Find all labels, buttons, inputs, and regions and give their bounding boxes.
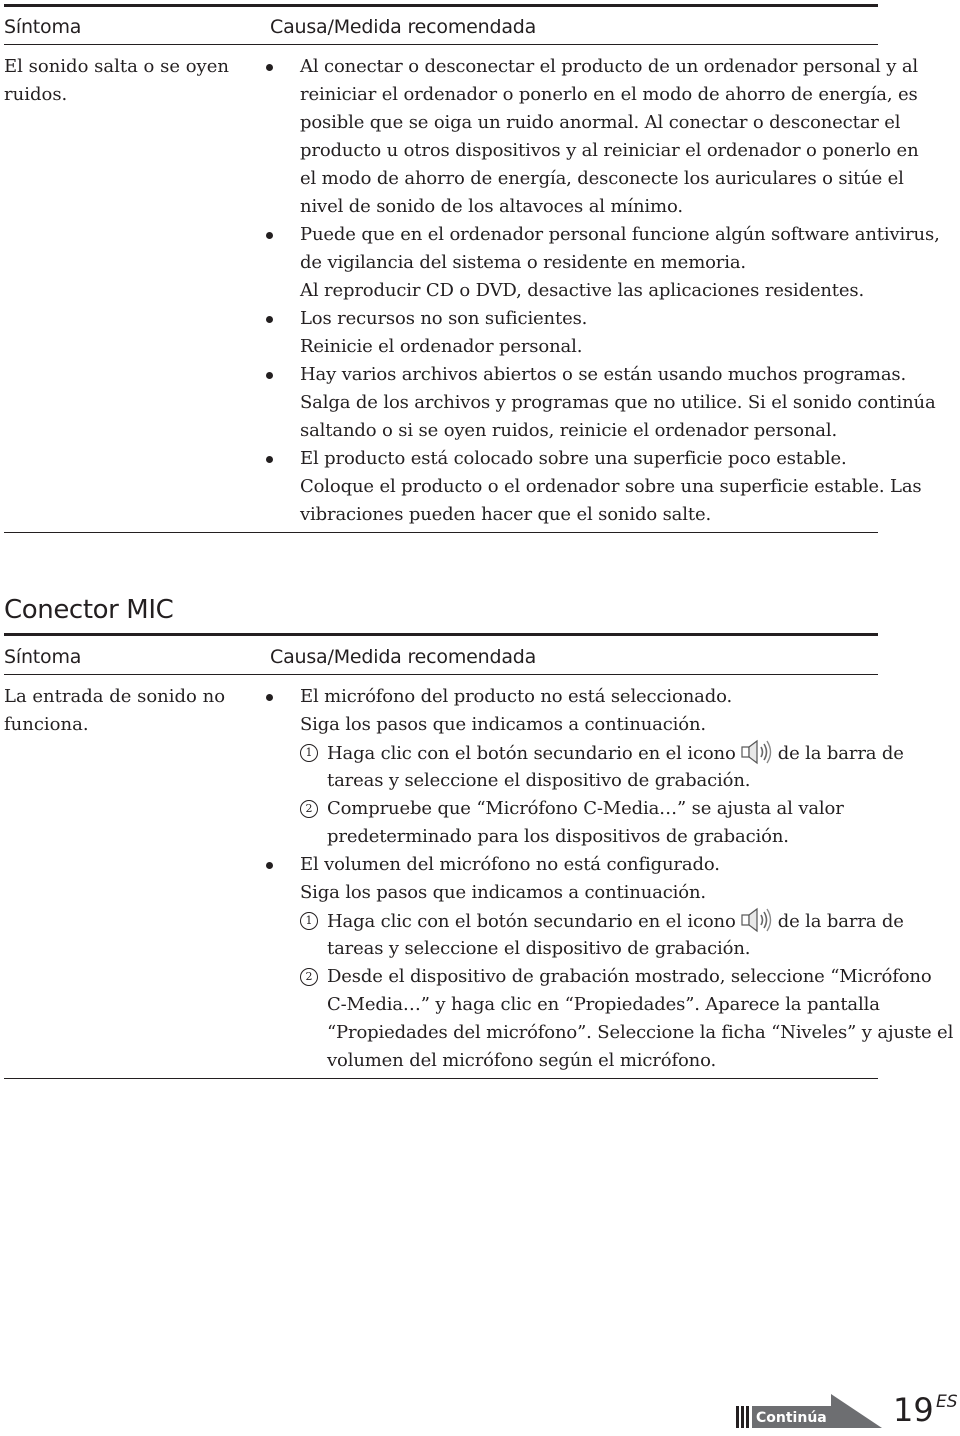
table1-text-line: nivel de sonido de los altavoces al mínimo.	[300, 196, 683, 217]
table2-text-line: Siga los pasos que indicamos a continuación.	[300, 714, 706, 735]
table1-text-line: reiniciar el ordenador o ponerlo en el modo de ahorro de energía, es	[300, 84, 918, 105]
table2-text-line: Haga clic con el botón secundario en el icono de la barra de	[327, 739, 904, 768]
table1-text-line: saltando o si se oyen ruidos, reinicie el ordenador personal.	[300, 420, 838, 441]
table2-text-line: El micrófono del producto no está seleccionado.	[300, 686, 733, 707]
table1-text-line: Coloque el producto o el ordenador sobre una superficie estable. Las	[300, 476, 922, 497]
table2-text-line: volumen del micrófono según el micrófono.	[327, 1050, 717, 1071]
page-number: 19	[893, 1391, 934, 1429]
step-number-icon: 1	[300, 744, 318, 762]
page-language: ES	[936, 1392, 958, 1412]
bullet-icon	[266, 232, 273, 239]
table1-text-line: El producto está colocado sobre una superficie poco estable.	[300, 448, 847, 469]
table1-top-rule	[4, 4, 878, 7]
table1-text-line: Los recursos no son suficientes.	[300, 308, 588, 329]
table1-text-line: Puede que en el ordenador personal funcione algún software antivirus,	[300, 224, 940, 245]
table2-text-line: Haga clic con el botón secundario en el icono de la barra de	[327, 907, 904, 936]
table2-text-line: El volumen del micrófono no está configurado.	[300, 854, 720, 875]
step-number-icon: 2	[300, 968, 318, 986]
table2-text-line: Siga los pasos que indicamos a continuación.	[300, 882, 706, 903]
table2-symptom-line: La entrada de sonido no	[4, 686, 226, 707]
table2-text-line: Compruebe que “Micrófono C-Media…” se ajusta al valor	[327, 798, 844, 819]
table1-text-line: Salga de los archivos y programas que no utilice. Si el sonido continúa	[300, 392, 936, 413]
table2-symptom-line: funciona.	[4, 714, 89, 735]
table1-header-cause: Causa/Medida recomendada	[270, 16, 537, 38]
step-number-icon: 2	[300, 800, 318, 818]
speaker-icon	[740, 907, 774, 933]
bullet-icon	[266, 694, 273, 701]
table1-text-line: el modo de ahorro de energía, desconecte los auriculares o sitúe el	[300, 168, 904, 189]
table2-bottom-rule	[4, 1078, 878, 1079]
step-number-icon: 1	[300, 912, 318, 930]
table2-top-rule	[4, 633, 878, 636]
table1-bottom-rule	[4, 532, 878, 533]
table2-text-line: tareas y seleccione el dispositivo de grabación.	[327, 770, 751, 791]
table2-text-line: C-Media…” y haga clic en “Propiedades”. Aparece la pantalla	[327, 994, 880, 1015]
table1-symptom-line: El sonido salta o se oyen	[4, 56, 229, 77]
table1-text-line: Reinicie el ordenador personal.	[300, 336, 583, 357]
table1-text-line: Al conectar o desconectar el producto de un ordenador personal y al	[300, 56, 919, 77]
table1-text-line: producto u otros dispositivos y al reiniciar el ordenador o ponerlo en	[300, 140, 919, 161]
table1-header-rule	[4, 44, 878, 45]
table2-header-cause: Causa/Medida recomendada	[270, 646, 537, 668]
table2-header-rule	[4, 674, 878, 675]
continue-label: Continúa	[756, 1410, 827, 1426]
section-title: Conector MIC	[4, 595, 174, 625]
table1-text-line: Al reproducir CD o DVD, desactive las aplicaciones residentes.	[300, 280, 865, 301]
table1-text-line: posible que se oiga un ruido anormal. Al conectar o desconectar el	[300, 112, 901, 133]
table2-text-line: Desde el dispositivo de grabación mostrado, seleccione “Micrófono	[327, 966, 932, 987]
table2-text-line: “Propiedades del micrófono”. Seleccione la ficha “Niveles” y ajuste el	[327, 1022, 954, 1043]
table1-text-line: vibraciones pueden hacer que el sonido salte.	[300, 504, 712, 525]
bullet-icon	[266, 456, 273, 463]
table1-symptom-line: ruidos.	[4, 84, 68, 105]
table2-text-line: tareas y seleccione el dispositivo de grabación.	[327, 938, 751, 959]
table1-text-line: Hay varios archivos abiertos o se están usando muchos programas.	[300, 364, 907, 385]
table1-text-line: de vigilancia del sistema o residente en memoria.	[300, 252, 747, 273]
table2-header-symptom: Síntoma	[4, 646, 82, 668]
table2-text-line: predeterminado para los dispositivos de grabación.	[327, 826, 789, 847]
bullet-icon	[266, 372, 273, 379]
bullet-icon	[266, 64, 273, 71]
speaker-icon	[740, 739, 774, 765]
bullet-icon	[266, 316, 273, 323]
table1-header-symptom: Síntoma	[4, 16, 82, 38]
bullet-icon	[266, 862, 273, 869]
